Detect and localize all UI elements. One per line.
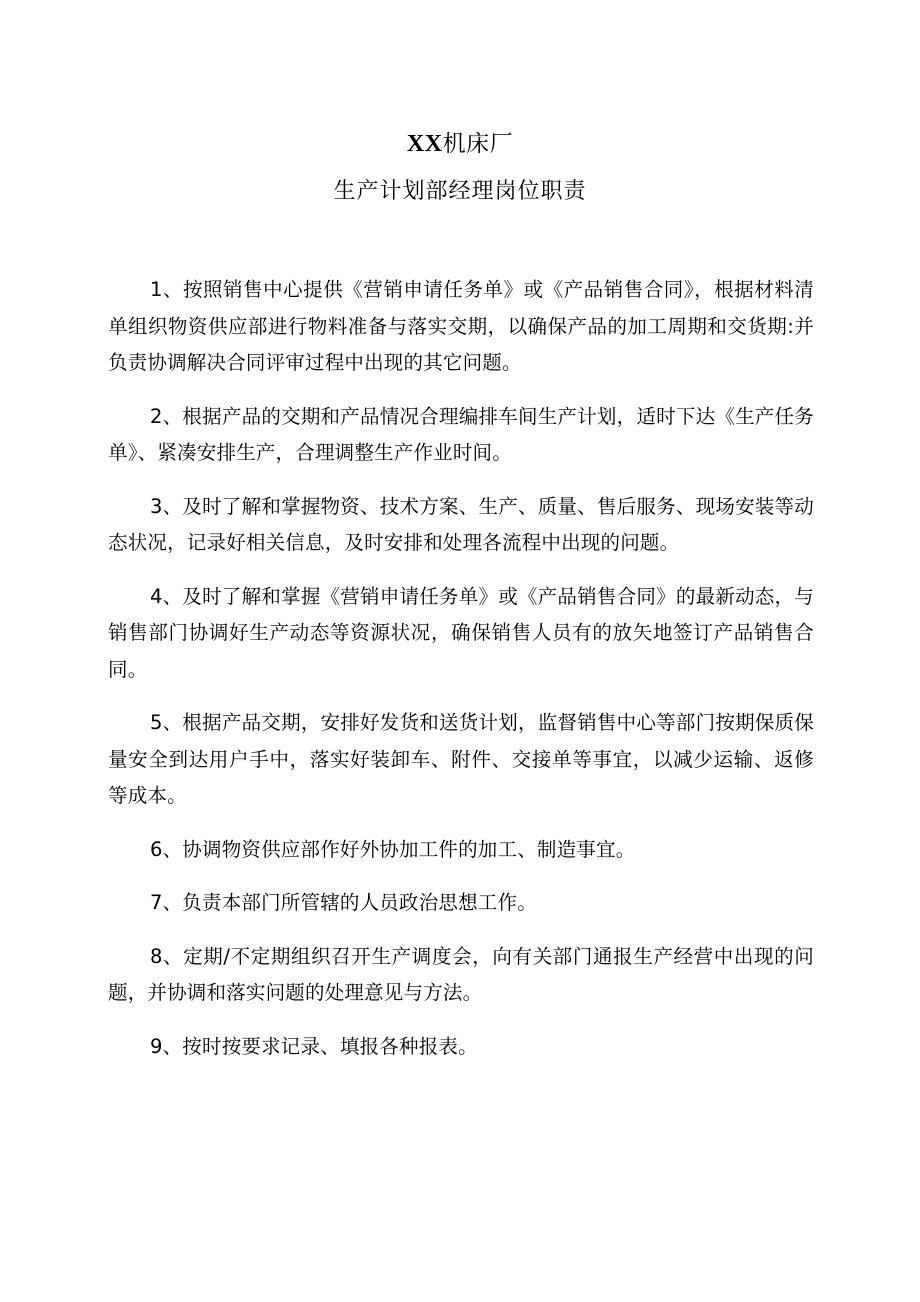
duty-paragraph-5: 5、根据产品交期，安排好发货和送货计划，监督销售中心等部门按期保质保量安全到达用户手中，落实好装卸车、附件、交接单等事宜，以减少运输、返修等成本。 (108, 711, 814, 807)
duty-paragraph-4: 4、及时了解和掌握《营销申请任务单》或《产品销售合同》的最新动态，与销售部门协调好生产动态等资源状况，确保销售人员有的放矢地签订产品销售合同。 (108, 584, 814, 681)
document-title (0, 128, 920, 160)
duty-paragraph-1: 1、按照销售中心提供《营销申请任务单》或《产品销售合同》，根据材料清单组织物资供应部进行物料准备与落实交期，以确保产品的加工周期和交货期:并负责协调解决合同评审过程中出现的其它问题。 (108, 278, 814, 374)
document-header (0, 128, 920, 208)
title-company: 机床厂 (442, 131, 514, 157)
duty-paragraph-2: 2、根据产品的交期和产品情况合理编排车间生产计划，适时下达《生产任务单》、紧凑安排生产，合理调整生产作业时间。 (108, 404, 814, 464)
title-prefix: XX (406, 131, 443, 157)
duty-paragraph-3: 3、及时了解和掌握物资、技术方案、生产、质量、售后服务、现场安装等动态状况，记录好相关信息，及时安排和处理各流程中出现的问题。 (108, 494, 814, 554)
document-body (108, 272, 814, 1082)
duty-paragraph-9: 9、按时按要求记录、填报各种报表。 (150, 1034, 478, 1058)
document-subtitle: 生产计划部经理岗位职责 (333, 179, 587, 204)
duty-paragraph-8: 8、定期/不定期组织召开生产调度会，向有关部门通报生产经营中出现的问题，并协调和落实问题的处理意见与方法。 (108, 944, 814, 1004)
duty-paragraph-6: 6、协调物资供应部作好外协加工件的加工、制造事宜。 (150, 837, 636, 861)
duty-paragraph-7: 7、负责本部门所管辖的人员政治思想工作。 (150, 891, 537, 914)
